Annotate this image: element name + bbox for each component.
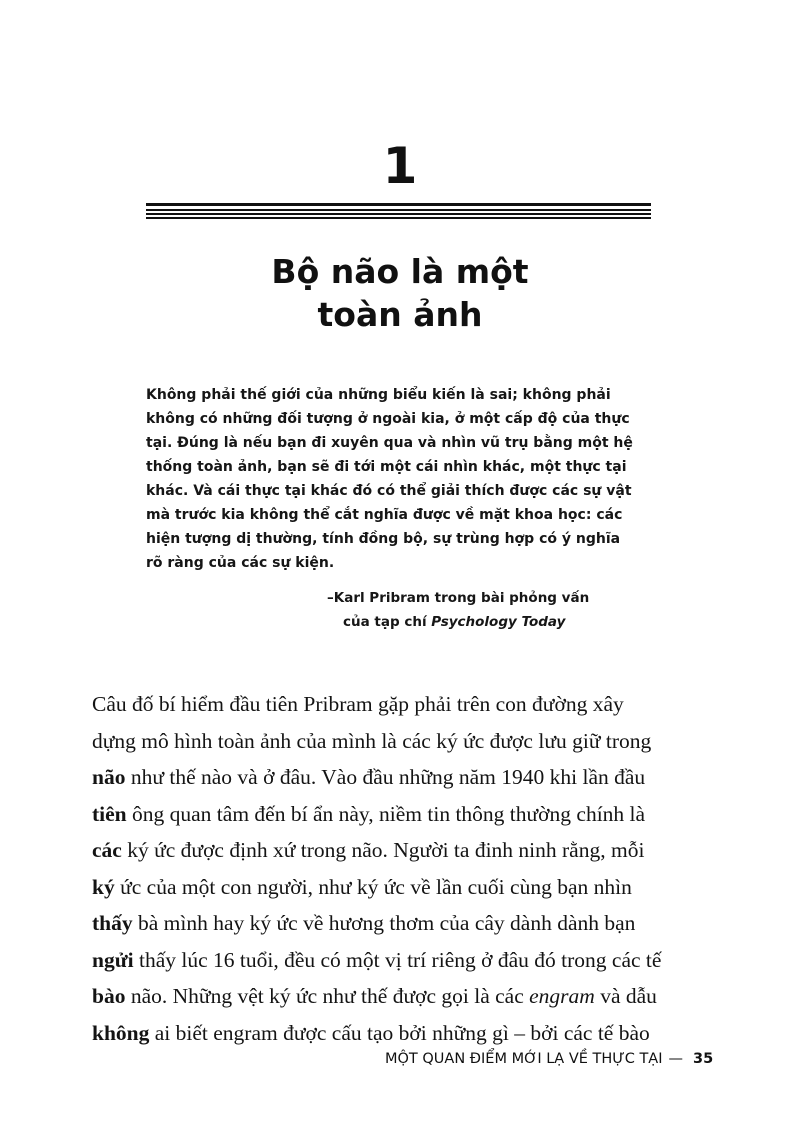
- epigraph-line: không có những đối tượng ở ngoài kia, ở một cấp độ của thực: [146, 411, 630, 427]
- chapter-title-line: toàn ảnh: [317, 295, 483, 334]
- page-number: 35: [693, 1051, 714, 1067]
- body-paragraph: [92, 686, 712, 1051]
- running-title: MỘT QUAN ĐIỂM MỚI LẠ VỀ THỰC TẠI: [385, 1051, 663, 1067]
- page-footer: [385, 1048, 713, 1070]
- body-line: thấy bà mình hay ký ức về hương thơm của cây dành dành bạn: [92, 911, 636, 935]
- epigraph-line: thống toàn ảnh, bạn sẽ đi tới một cái nhìn khác, một thực tại: [146, 459, 627, 475]
- epigraph-quote: [146, 383, 666, 575]
- body-line: tiên ông quan tâm đến bí ẩn này, niềm tin thông thường chính là: [92, 801, 646, 826]
- epigraph-line: khác. Và cái thực tại khác đó có thể giải thích được các sự vật: [146, 483, 632, 499]
- body-line: ký ức của một con người, như ký ức về lần cuối cùng bạn nhìn: [92, 874, 632, 899]
- epigraph-line: tại. Đúng là nếu bạn đi xuyên qua và nhìn vũ trụ bằng một hệ: [146, 435, 633, 451]
- body-line: bào não. Những vệt ký ức như thế được gọi là các engram và dẫu: [92, 984, 657, 1008]
- footer-dash: —: [668, 1051, 684, 1067]
- attribution-source-prefix: của tạp chí: [343, 614, 432, 630]
- epigraph-line: hiện tượng dị thường, tính đồng bộ, sự trùng hợp có ý nghĩa: [146, 531, 621, 547]
- engram-term: engram: [529, 984, 595, 1008]
- epigraph-attribution: [327, 586, 589, 634]
- epigraph-line: mà trước kia không thể cắt nghĩa được về mặt khoa học: các: [146, 507, 623, 523]
- chapter-number: 1: [382, 137, 418, 195]
- magazine-title: Psychology Today: [431, 614, 566, 630]
- body-line: không ai biết engram được cấu tạo bởi những gì – bởi các tế bào: [92, 1020, 650, 1045]
- body-line: Câu đố bí hiểm đầu tiên Pribram gặp phải trên con đường xây: [92, 692, 624, 716]
- chapter-divider-rule: [146, 203, 651, 219]
- chapter-title: [0, 250, 800, 336]
- body-line: ngửi thấy lúc 16 tuổi, đều có một vị trí riêng ở đâu đó trong các tế: [92, 947, 662, 972]
- body-line: dựng mô hình toàn ảnh của mình là các ký ức được lưu giữ trong: [92, 728, 652, 753]
- epigraph-line: Không phải thế giới của những biểu kiến là sai; không phải: [146, 387, 611, 403]
- attribution-line: –Karl Pribram trong bài phỏng vấn: [327, 590, 590, 606]
- body-line: các ký ức được định xứ trong não. Người ta đinh ninh rằng, mỗi: [92, 838, 645, 862]
- attribution-source: [327, 610, 589, 634]
- body-line: não như thế nào và ở đâu. Vào đầu những năm 1940 khi lần đầu: [92, 765, 646, 789]
- chapter-title-line: Bộ não là một: [271, 252, 529, 291]
- epigraph-line: rõ ràng của các sự kiện.: [146, 555, 335, 571]
